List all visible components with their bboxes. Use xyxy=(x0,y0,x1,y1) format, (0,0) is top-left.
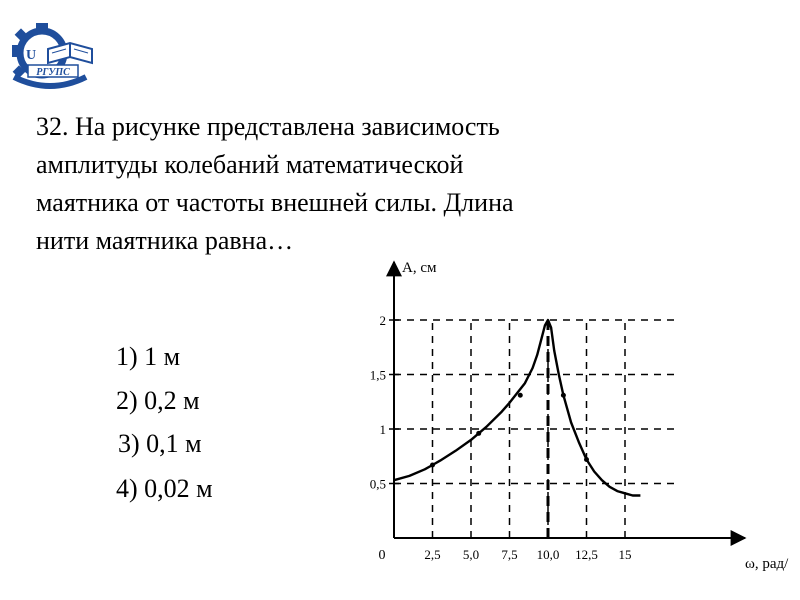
data-point-4 xyxy=(561,393,566,398)
y-tick-label-3: 1,5 xyxy=(369,367,386,383)
answer-option-2[interactable]: 2) 0,2 м xyxy=(116,386,200,415)
data-point-1 xyxy=(430,462,435,467)
y-tick-label-4: 2 xyxy=(379,313,386,328)
x-tick-label-5: 12,5 xyxy=(575,547,598,562)
answer-option-3[interactable]: 3) 0,1 м xyxy=(118,429,202,458)
data-point-3 xyxy=(518,393,523,398)
series-line-amplitude xyxy=(394,320,640,496)
y-axis-label: А, см xyxy=(402,260,437,276)
data-point-2 xyxy=(476,431,481,436)
logo-letter: U xyxy=(26,48,37,63)
x-tick-label-1: 2,5 xyxy=(424,547,441,562)
x-axis-label: ω, рад/ xyxy=(745,556,789,572)
x-tick-label-4: 10,0 xyxy=(536,547,560,562)
x-tick-label-6: 15 xyxy=(618,547,632,562)
answer-option-1[interactable]: 1) 1 м xyxy=(116,342,181,371)
data-point-5 xyxy=(584,457,589,462)
y-tick-label-2: 1 xyxy=(379,422,386,437)
answer-option-4[interactable]: 4) 0,02 м xyxy=(116,474,213,503)
x-tick-label-2: 5,0 xyxy=(462,547,480,562)
question-text: 32. На рисунке представлена зависимость амплитуды колебаний математической маятника от частоты внешней силы. Длина нити маятника равна… xyxy=(36,112,514,255)
logo-text: РГУПС xyxy=(36,67,70,78)
x-tick-label-3: 7,5 xyxy=(501,547,518,562)
y-tick-label-1: 0,5 xyxy=(369,476,386,492)
origin-label: 0 xyxy=(378,548,386,563)
